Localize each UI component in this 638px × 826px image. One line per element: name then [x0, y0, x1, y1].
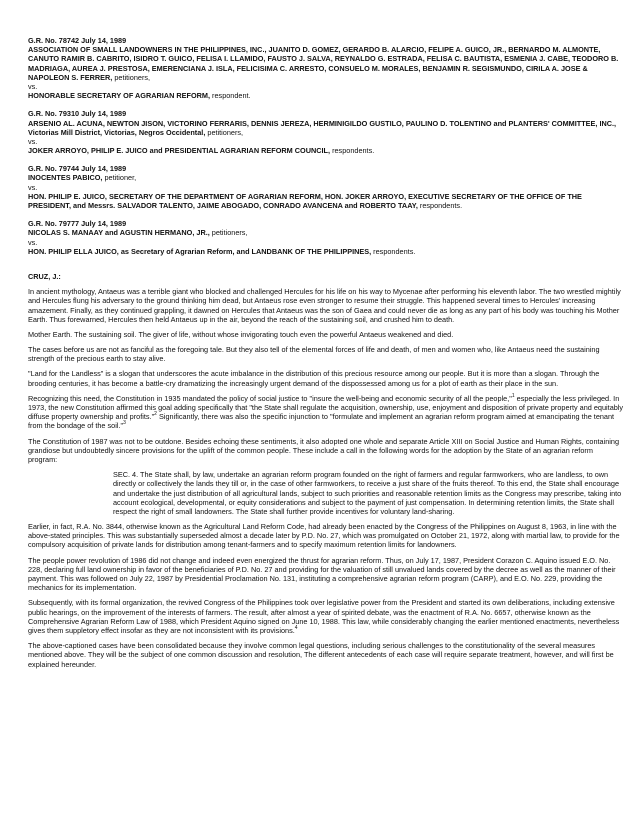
case-caption-4: [28, 219, 624, 256]
text-segment: especially the less privileged. In 1973, the new Constitution affirmed this goal adding specifically that "the State shall regulate the acquisition, ownership, use, enjoyment and disposition of private property and equitably diffuse property ownership and profits.": [28, 393, 624, 422]
petitioners-role: petitioner,: [102, 173, 137, 183]
paragraph-people-power: The people power revolution of 1986 did not change and indeed even energized the thrust for agrarian reform. Thus, on July 17, 1987, President Corazon C. Aquino issued E.O. No. 228, declaring full land ownership in favor of the beneficiaries of P.D. No. 27 and providing for the valuation of still unvalued lands covered by the decree as well as the manner of their payment. This was followed on July 22, 1987 by Presidential Proclamation No. 131, instituting a comprehensive agrarian reform program (CARP), and E.O. No. 229, providing the mechanics for its implementation.: [28, 555, 616, 593]
text-segment: Subsequently, with its formal organization, the revived Congress of the Philippines took over legislative power from the President and started its own deliberations, including extensive public hearings, on the improvement of the interests of farmers. The result, after almost a year of spirited debate, was the enactment of R.A. No. 6657, otherwise known as the Comprehensive Agrarian Reform Law of 1988, which President Aquino signed on June 10, 1988. This law, while considerably changing the earlier mentioned enactments, nevertheless gives them suppletory effect insofar as they are not inconsistent with its provisions.: [28, 598, 620, 635]
petitioners: [28, 173, 624, 182]
petitioners-role: petitioners,: [209, 228, 248, 238]
respondents: [28, 146, 624, 155]
paragraph-ra-3844: Earlier, in fact, R.A. No. 3844, otherwise known as the Agricultural Land Reform Code, had already been enacted by the Congress of the Philippines on August 8, 1963, in line with the above-stated principles. This was substantially superseded almost a decade later by P.D. No. 27, which was promulgated on October 21, 1972, along with martial law, to provide for the compulsory acquisition of private lands for distribution among tenant-farmers and to specify maximum retention limits for landowners.: [28, 522, 620, 550]
case-caption-1: [28, 36, 624, 100]
petitioners-names: NICOLAS S. MANAAY and AGUSTIN HERMANO, JR.,: [28, 228, 210, 238]
petitioners-role: petitioners,: [205, 127, 244, 137]
versus: vs.: [28, 81, 38, 91]
gr-number: G.R. No. 79310 July 14, 1989: [28, 109, 127, 119]
versus: vs.: [28, 237, 38, 247]
respondents-role: respondents.: [371, 246, 416, 256]
block-quote-section-4: SEC. 4. The State shall, by law, undertake an agrarian reform program founded on the right of farmers and regular farmworkers, who are landless, to own directly or collectively the lands they till or, in the case of other farmworkers, to receive a just share of the fruits thereof. To this end, the State shall encourage and undertake the just distribution of all agricultural lands, subject to such priorities and reasonable retention limits as the Congress may prescribe, taking into account ecological, developmental, or equity considerations and subject to the payment of just compensation. In determining retention limits, the State shall respect the right of small landowners. The State shall further provide incentives for voluntary land-sharing.: [113, 470, 622, 516]
paragraph-antaeus: In ancient mythology, Antaeus was a terrible giant who blocked and challenged Hercules for his life on his way to Mycenae after performing his eleventh labor. The two wrestled mightily and Hercules flung his adversary to the ground thinking him dead, but Antaeus rose even stronger to resume their struggle. This happened several times to Hercules' increasing amazement. Finally, as they continued grappling, it dawned on Hercules that Antaeus was the son of Gaea and could never die as long as any part of his body was touching his Mother Earth. Thus forewarned, Hercules then held Antaeus up in the air, beyond the reach of the sustaining soil, and crushed him to death.: [28, 287, 621, 324]
respondents-role: respondent.: [210, 91, 251, 101]
ponente: CRUZ, J.:: [28, 271, 61, 281]
footnote-ref[interactable]: 4: [294, 624, 298, 631]
footnote-ref[interactable]: 1: [511, 392, 515, 399]
paragraph-consolidated: The above-captioned cases have been consolidated because they involve common legal questions, including serious challenges to the constitutionality of the several measures mentioned above. They will be the subject of one common discussion and resolution, The different antecedents of each case will require separate treatment, however, and will first be explained hereunder.: [28, 641, 614, 669]
respondents: [28, 192, 624, 210]
petitioners-role: petitioners,: [112, 72, 151, 82]
petitioners-names: INOCENTES PABICO,: [28, 173, 103, 183]
respondents: [28, 91, 624, 100]
petitioners: [28, 45, 624, 82]
gr-number: G.R. No. 79777 July 14, 1989: [28, 219, 127, 229]
paragraph-constitution-1935: [28, 394, 624, 431]
petitioners: [28, 228, 624, 237]
respondents-names: JOKER ARROYO, PHILIP E. JUICO and PRESIDENTIAL AGRARIAN REFORM COUNCIL,: [28, 146, 331, 156]
paragraph-ra-6657: [28, 598, 624, 635]
petitioners: [28, 119, 624, 137]
text-segment: Significantly, there was also the specific injunction to "formulate and implement an agrarian reform program aimed at emancipating the tenant from the bondage of the soil.": [28, 412, 615, 431]
petitioners-names: ARSENIO AL. ACUNA, NEWTON JISON, VICTORINO FERRARIS, DENNIS JEREZA, HERMINIGILDO GUSTILO, PAULINO D. TOLENTINO and PLANTERS' COMMITTEE, INC., Victorias Mill District, Victorias, Negros Occidental,: [28, 118, 617, 137]
respondents-names: HON. PHILIP E. JUICO, SECRETARY OF THE DEPARTMENT OF AGRARIAN REFORM, HON. JOKER ARROYO, EXECUTIVE SECRETARY OF THE OFFICE OF THE PRESIDENT, and Messrs. SALVADOR TALENTO, JAIME ABOGADO, CONRADO AVANCENA and ROBERTO TAAY,: [28, 191, 582, 210]
paragraph-mother-earth: Mother Earth. The sustaining soil. The giver of life, without whose invigorating touch even the powerful Antaeus weakened and died.: [28, 329, 454, 339]
versus: vs.: [28, 136, 38, 146]
footnote-ref[interactable]: 3: [123, 420, 126, 427]
paragraph-cases-before-us: The cases before us are not as fanciful as the foregoing tale. But they also tell of the elemental forces of life and death, of men and women who, like Antaeus need the sustaining strength of the precious earth to stay alive.: [28, 345, 600, 364]
respondents-names: HON. PHILIP ELLA JUICO, as Secretary of Agrarian Reform, and LANDBANK OF THE PHILIPPINES,: [28, 246, 372, 256]
case-caption-2: [28, 109, 624, 155]
respondents-names: HONORABLE SECRETARY OF AGRARIAN REFORM,: [28, 91, 211, 101]
paragraph-land-for-landless: "Land for the Landless" is a slogan that underscores the acute imbalance in the distribution of this precious resource among our people. But it is more than a slogan. Through the brooding centuries, it has become a battle-cry dramatizing the increasingly urgent demand of the dispossessed among us for a plot of earth as their place in the sun.: [28, 369, 600, 388]
versus: vs.: [28, 182, 38, 192]
respondents-role: respondents.: [330, 146, 375, 156]
petitioners-names: ASSOCIATION OF SMALL LANDOWNERS IN THE PHILIPPINES, INC., JUANITO D. GOMEZ, GERARDO B. ALARCIO, FELIPE A. GUICO, JR., BERNARDO M. ALMONTE, CANUTO RAMIR B. CABRITO, ISIDRO T. GUICO, FELISA I. LLAMIDO, FAUSTO J. SALVA, REYNALDO G. ESTRADA, FELISA C. BAUTISTA, ESMENIA J. CABE, TEODORO B. MADRIAGA, AUREA J. PRESTOSA, EMERENCIANA J. ISLA, FELICISIMA C. ARRESTO, CONSUELO M. MORALES, BENJAMIN R. SEGISMUNDO, CIRILA A. JOSE & NAPOLEON S. FERRER,: [28, 45, 619, 82]
text-segment: Recognizing this need, the Constitution in 1935 mandated the policy of social justice to "insure the well-being and economic security of all the people,": [28, 393, 512, 403]
gr-number: G.R. No. 78742 July 14, 1989: [28, 36, 127, 45]
paragraph-constitution-1987: The Constitution of 1987 was not to be outdone. Besides echoing these sentiments, it also adopted one whole and separate Article XIII on Social Justice and Human Rights, containing grandiose but undoubtedly sincere provisions for the uplift of the common people. These include a call in the following words for the adoption by the State of an agrarian reform program:: [28, 436, 620, 464]
case-caption-3: [28, 164, 624, 210]
gr-number: G.R. No. 79744 July 14, 1989: [28, 164, 127, 174]
respondents: [28, 247, 624, 256]
footnote-ref[interactable]: 2: [154, 411, 157, 418]
respondents-role: respondents.: [417, 201, 463, 210]
